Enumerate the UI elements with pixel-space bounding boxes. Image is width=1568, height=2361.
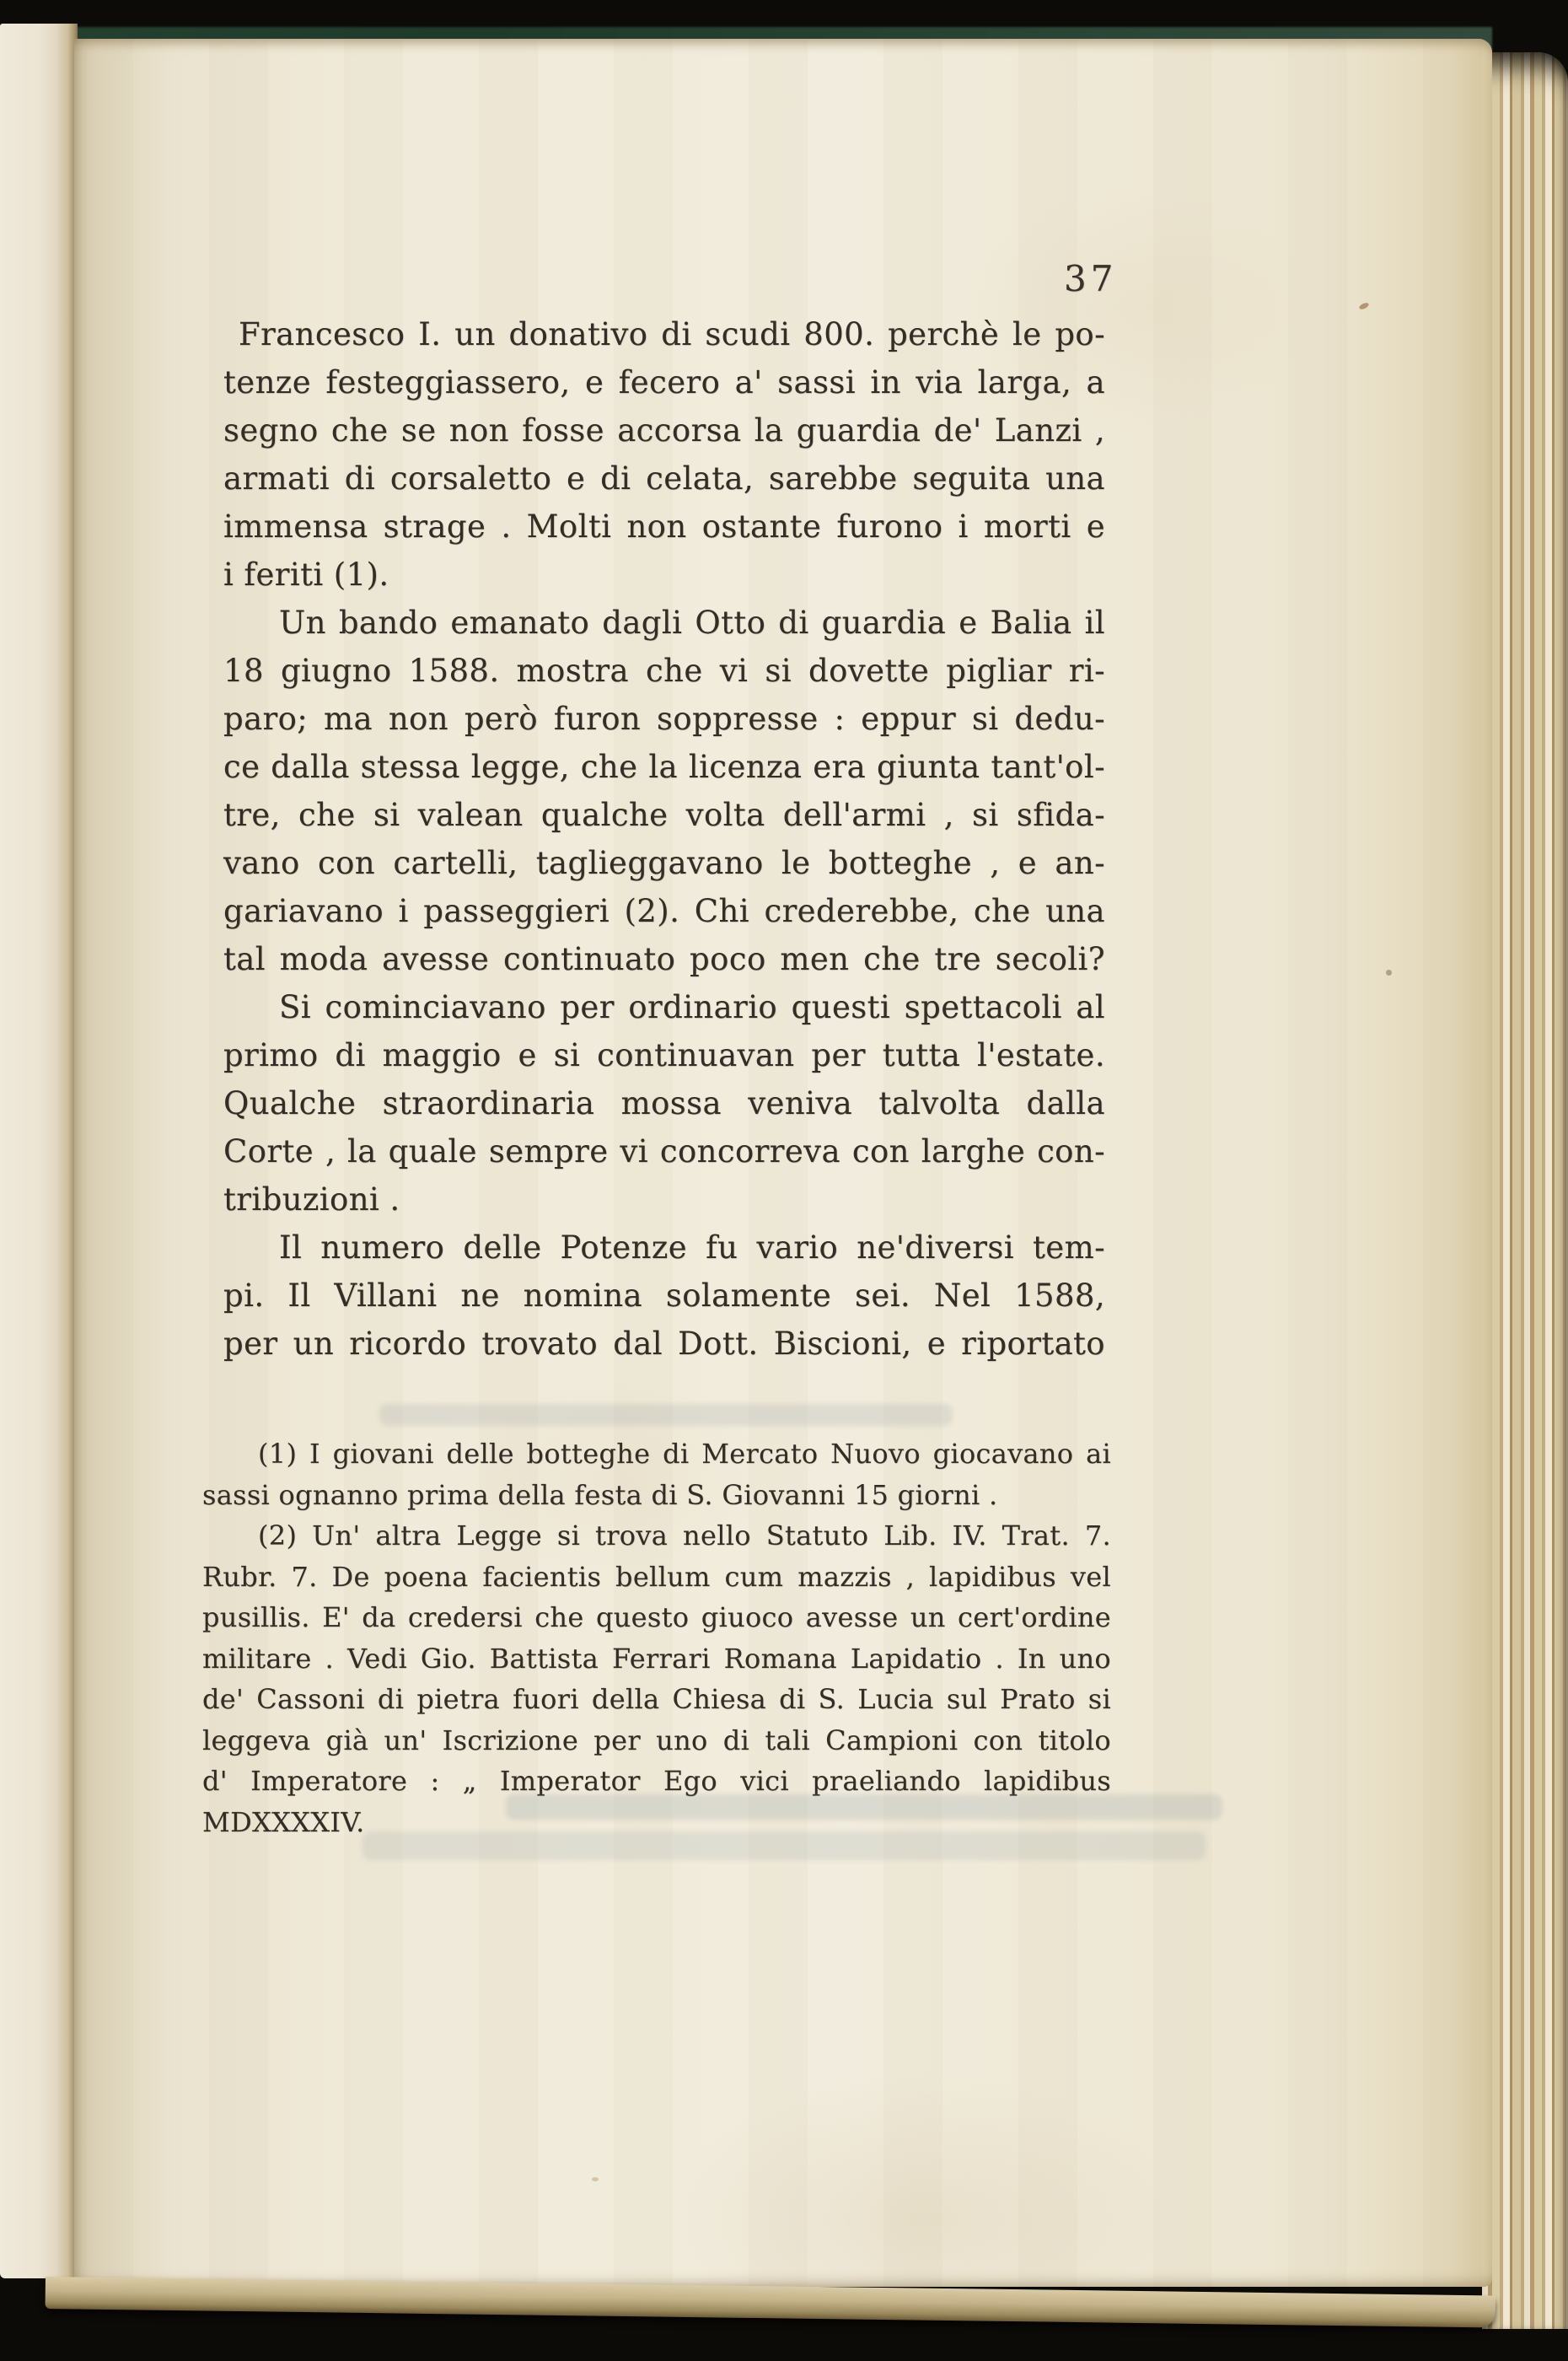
footnote-line: MDXXXXIV. — [202, 1805, 365, 1838]
text-line: paro; ma non però furon soppresse : eppur si dedu- — [223, 701, 1105, 737]
text-line: i feriti (1). — [223, 557, 389, 593]
text-line: tre, che si valean qualche volta dell'armi , si sfida- — [223, 797, 1105, 833]
footnote-line: militare . Vedi Gio. Battista Ferrari Romana Lapidatio . In uno — [202, 1642, 1111, 1675]
footnote-line: (2) Un' altra Legge si trova nello Statuto Lib. IV. Trat. 7. — [258, 1519, 1111, 1552]
page-number: 37 — [1064, 258, 1118, 299]
show-through-smudge — [379, 1404, 953, 1426]
text-line: Un bando emanato dagli Otto di guardia e Balia il — [279, 605, 1105, 641]
text-line: 18 giugno 1588. mostra che vi si dovette pigliar ri- — [223, 653, 1105, 689]
show-through-smudge — [506, 1794, 1222, 1820]
text-line: Qualche straordinaria mossa veniva talvolta dalla — [223, 1085, 1105, 1121]
footnote-line: d' Imperatore : „ Imperator Ego vici praeliando lapidibus — [202, 1765, 1111, 1797]
text-line: segno che se non fosse accorsa la guardia de' Lanzi , — [223, 412, 1105, 449]
text-line: Corte , la quale sempre vi concorreva con larghe con- — [223, 1133, 1105, 1170]
text-line: tribuzioni . — [223, 1181, 400, 1218]
paper-speck — [1358, 302, 1369, 311]
footnote-line: (1) I giovani delle botteghe di Mercato Nuovo giocavano ai — [258, 1438, 1111, 1470]
footnote-line: sassi ognanno prima della festa di S. Giovanni 15 giorni . — [202, 1478, 998, 1511]
text-line: immensa strage . Molti non ostante furono i morti e — [223, 508, 1105, 545]
text-line: tenze festeggiassero, e fecero a' sassi in via larga, a — [223, 364, 1105, 401]
main-text-block — [223, 310, 1105, 1368]
text-line: Francesco I. un donativo di scudi 800. perchè le po- — [239, 316, 1105, 352]
text-line: gariavano i passeggieri (2). Chi crederebbe, che una — [223, 893, 1105, 929]
show-through-smudge — [362, 1831, 1206, 1860]
text-line: per un ricordo trovato dal Dott. Biscioni, e riportato — [223, 1326, 1105, 1362]
text-line: tal moda avesse continuato poco men che tre secoli? — [223, 941, 1105, 977]
text-line: vano con cartelli, taglieggavano le botteghe , e an- — [223, 845, 1105, 881]
footnote-line: Rubr. 7. De poena facientis bellum cum mazzis , lapidibus vel — [202, 1560, 1111, 1593]
paper-speck — [1386, 970, 1392, 976]
text-line: Si cominciavano per ordinario questi spettacoli al — [279, 989, 1105, 1025]
facing-page-sliver — [0, 24, 78, 2278]
footnote-line: pusillis. E' da credersi che questo giuoco avesse un cert'ordine — [202, 1601, 1111, 1633]
text-line: armati di corsaletto e di celata, sarebbe seguita una — [223, 460, 1105, 497]
footnotes-block — [202, 1433, 1111, 1842]
footnote-line: leggeva già un' Iscrizione per uno di tali Campioni con titolo — [202, 1724, 1111, 1756]
fore-edge-page-stack — [1482, 52, 1568, 2329]
text-line: ce dalla stessa legge, che la licenza era giunta tant'ol- — [223, 749, 1105, 785]
text-line: primo di maggio e si continuavan per tutta l'estate. — [223, 1037, 1105, 1073]
text-line: Il numero delle Potenze fu vario ne'diversi tem- — [279, 1229, 1105, 1266]
paper-speck — [592, 2177, 599, 2181]
footnote-line: de' Cassoni di pietra fuori della Chiesa di S. Lucia sul Prato si — [202, 1683, 1111, 1715]
text-line: pi. Il Villani ne nomina solamente sei. Nel 1588, — [223, 1277, 1105, 1314]
book-page — [74, 39, 1492, 2287]
